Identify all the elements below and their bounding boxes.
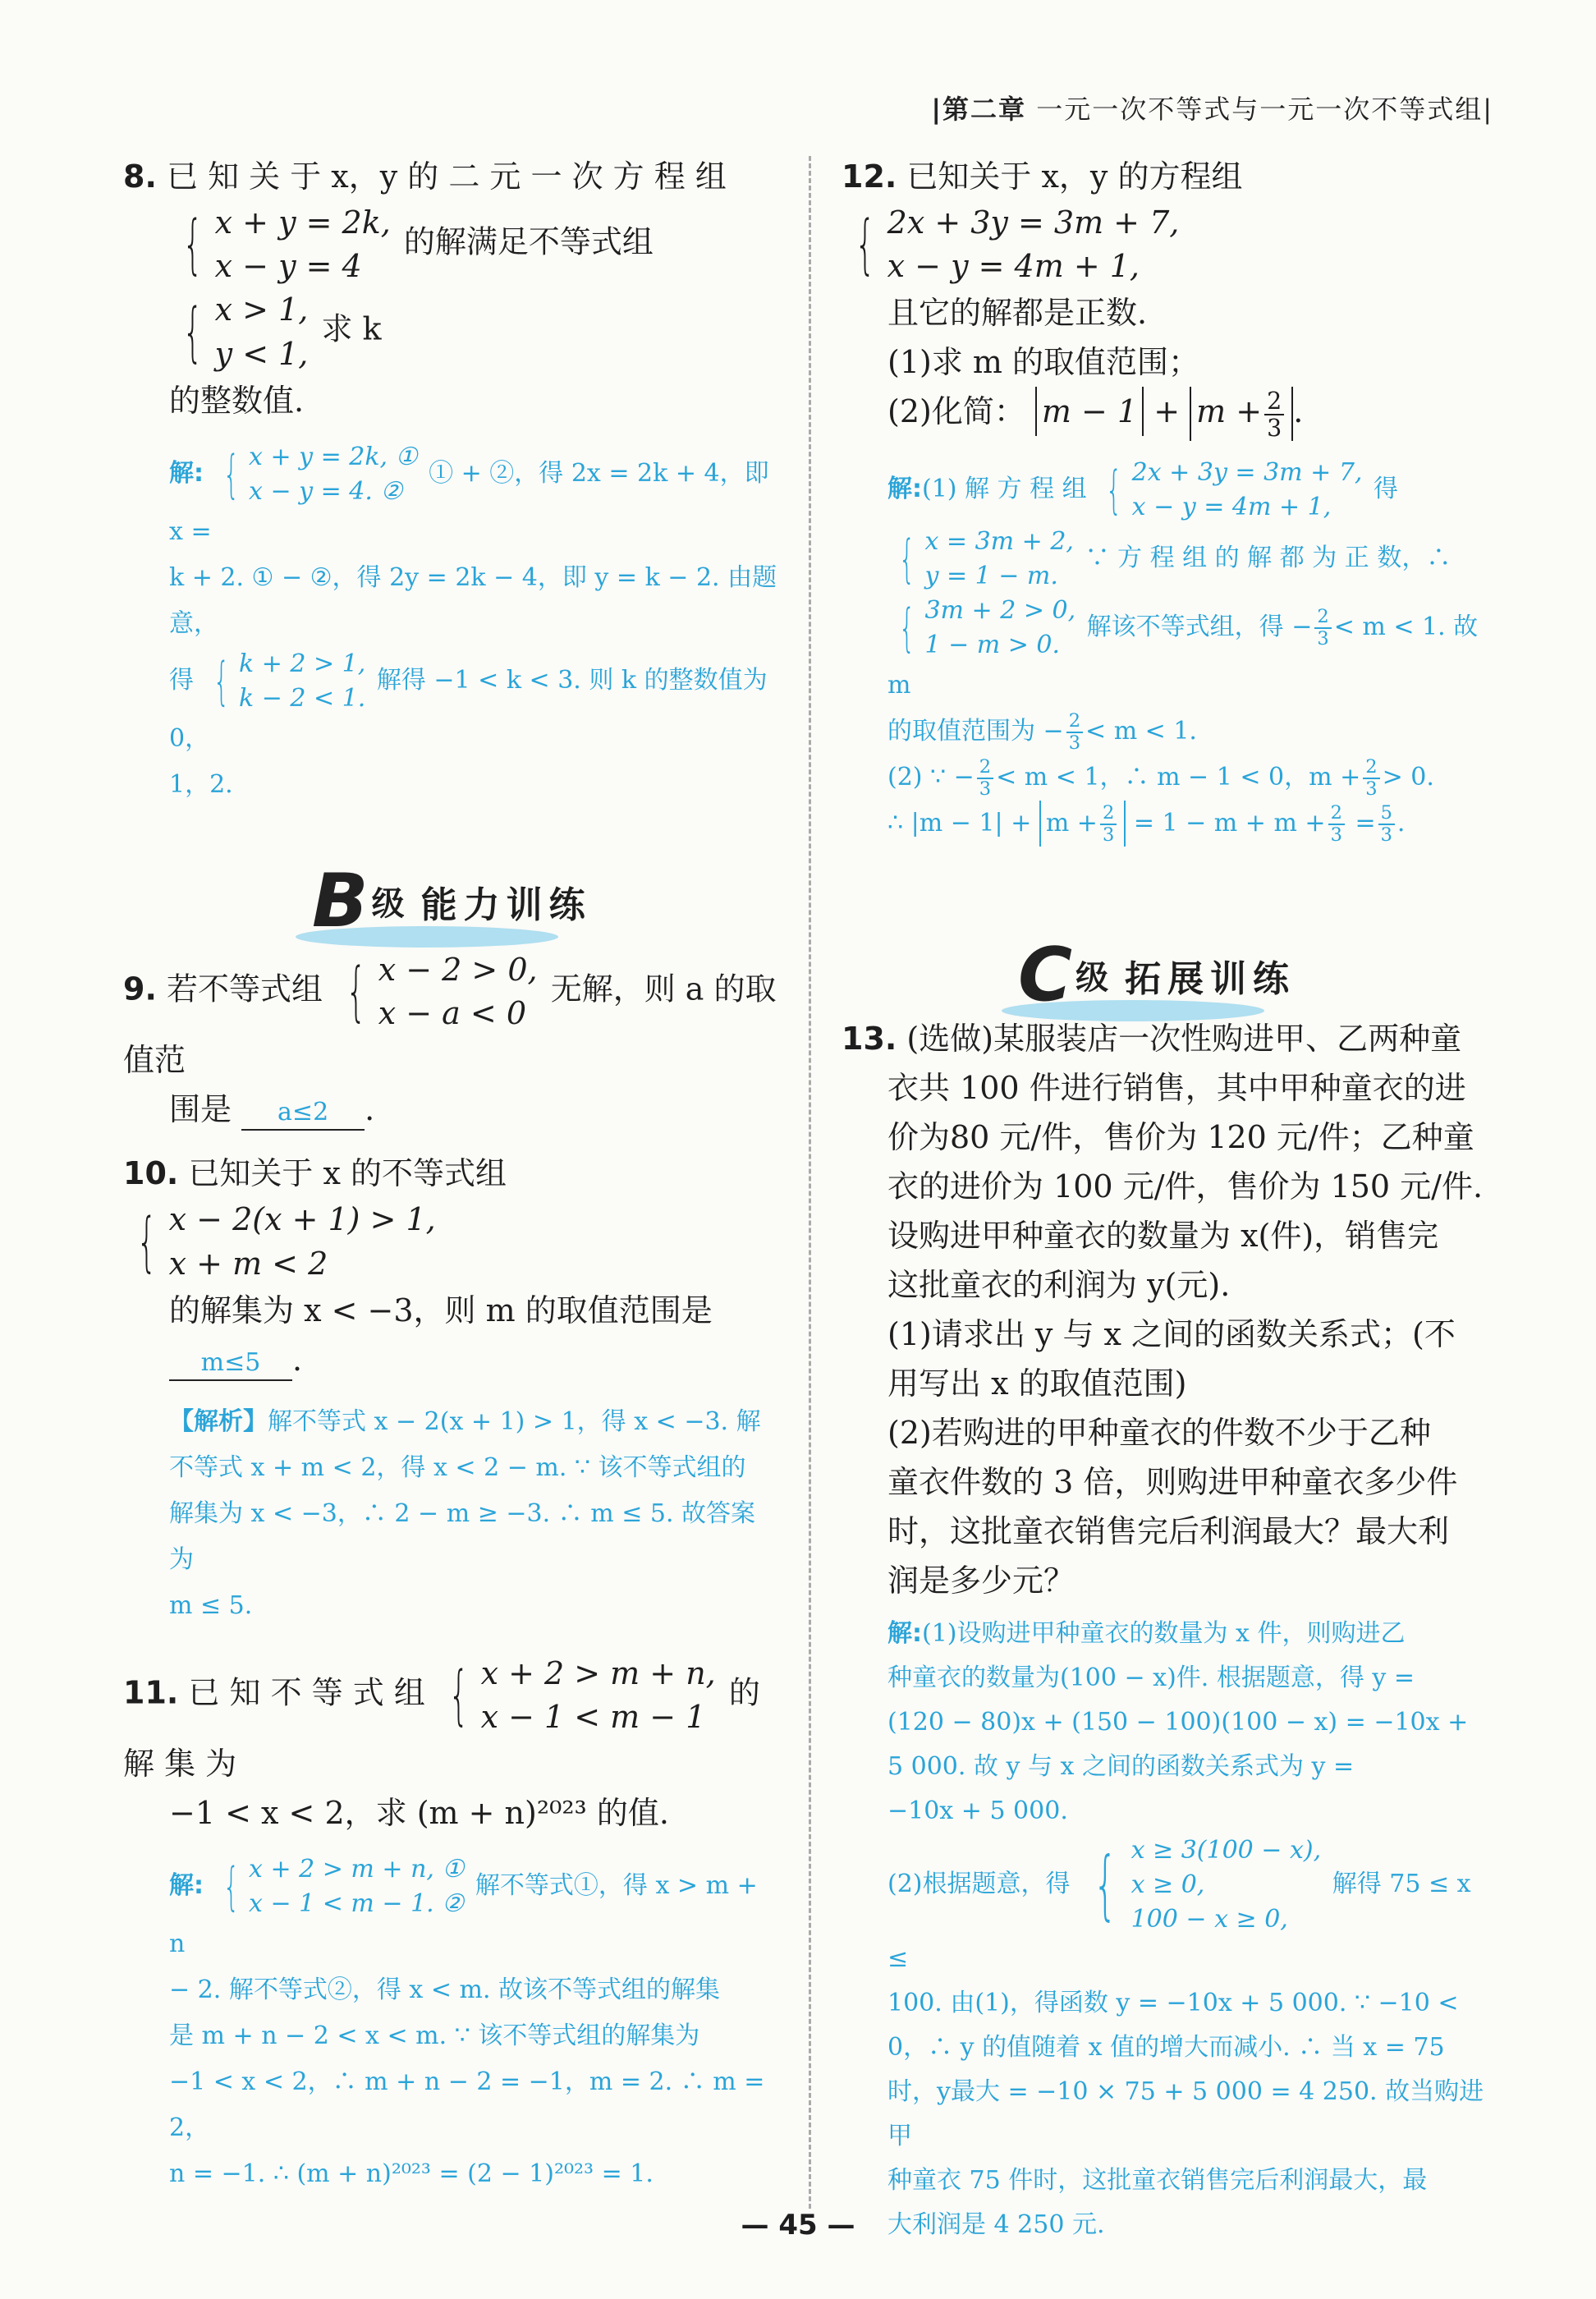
problem-text: 的整数值. (169, 382, 305, 419)
equation-system: { x + y = 2k, x − y = 4 (182, 204, 391, 285)
column-divider (809, 156, 811, 2209)
problem-13: 13. (选做)某服装店一次性购进甲、乙两种童 衣共 100 件进行销售，其中甲种童衣的进 价为80 元/件，售价为 120 元/件；乙种童 衣的进价为 100 元/件，售价为 150 元/件. 设购进甲种童衣的数量为 x(件)，销售完 这批童衣的利润为 y(元). (1)请求出 y 与 x 之间的函数关系式；(不 用写出 x 的取值范围) (2)若购进的甲种童衣的件数不少于乙种 童衣件数的 3 倍，则购进甲种童衣多少件 时，这批童衣销售完后利润最大？最大利 润是多少元？ (842, 1021, 1484, 1599)
inequality-system: { x > 1, y < 1, (182, 291, 309, 372)
answer-blank: a≤2 (241, 1096, 365, 1131)
problem-text: 已 知 关 于 x，y 的 二 元 一 次 方 程 组 (166, 158, 727, 195)
solution-10: 【解析】解不等式 x − 2(x + 1) > 1，得 x < −3. 解 不等式 x + m < 2，得 x < 2 − m. ∵ 该不等式组的 解集为 x < −3，∴ 2 − m ≥ −3. ∴ m ≤ 5. 故答案为 m ≤ 5. (169, 1406, 761, 1620)
solution-8: 解: { x + y = 2k, ① x − y = 4. ② ① + ②，得 2x = 2k + 4，即 x = k + 2. ① − ②，得 2y = 2k − 4，即 y = k − 2. 由题意， 得 { k + 2 > 1, k − 2 < 1. 解得 −1 < k < 3. 则 k 的整数值为 0， 1，2. (169, 442, 777, 799)
problem-text: 求 k (321, 311, 382, 348)
chapter-label: |第二章 (931, 94, 1027, 125)
right-column (842, 152, 1490, 2239)
solution-13: 解:(1)设购进甲种童衣的数量为 x 件，则购进乙 种童衣的数量为(100 − x)件. 根据题意，得 y = (120 − 80)x + (150 − 100)(100 − x) = −10x + 5 000. 故 y 与 x 之间的函数关系式为 y = −10x + 5 000. (2)根据题意，得 { x ≥ 3(100 − x), x ≥ 0, 100 − x ≥ 0, 解得 75 ≤ x ≤ 100. 由(1)，得函数 y = −10x + 5 000. ∵ −10 < 0，∴ y 的值随着 x 值的增大而减小. ∴ 当 x = 75 时，y最大 = −10 × 75 + 5 000 = 4 250. 故当购进甲 种童衣 75 件时，这批童衣销售完后利润最大，最 大利润是 4 250 元. (887, 1619, 1484, 2239)
problem-number: 8. (123, 158, 157, 195)
problem-10: 10. 已知关于 x 的不等式组 { x − 2(x + 1) > 1, x + m < 2 的解集为 x < −3，则 m 的取值范围是 m≤5 . (123, 1149, 780, 1384)
problem-text: 的解满足不等式组 (403, 223, 654, 260)
problem-9: 9. 若不等式组 { x − 2 > 0, x − a < 0 无解，则 a 的取值范 围是 a≤2 . (123, 948, 780, 1134)
answer-blank: m≤5 (169, 1347, 292, 1381)
solution-11: 解: { x + 2 > m + n, ① x − 1 < m − 1. ② 解不等式①，得 x > m + n − 2. 解不等式②，得 x < m. 故该不等式组的解集 是 m + n − 2 < x < m. ∵ 该不等式组的解集为 −1 < x < 2，∴ m + n − 2 = −1，m = 2. ∴ m = 2， n = −1. ∴ (m + n)²⁰²³ = (2 − 1)²⁰²³ = 1. (169, 1855, 765, 2189)
page-number: — 45 — (741, 2209, 855, 2242)
level-c-heading: C 级 拓展训练 (1018, 932, 1296, 1018)
problem-12: 12. 已知关于 x，y 的方程组 { 2x + 3y = 3m + 7, x − y = 4m + 1, 且它的解都是正数. (1)求 m 的取值范围； (2)化简： m − 1 + m + $\frac{2}{3}$ . (842, 158, 1304, 442)
left-column (123, 152, 780, 2189)
problem-8 (123, 152, 780, 425)
solution-12: 解:(1) 解 方 程 组 { 2x + 3y = 3m + 7, x − y = 4m + 1, 得 { x = 3m + 2, y = 1 − m. ∵ 方 程 组 的 解 都 为 正 数，∴ { 3m + 2 > 0, 1 − m > 0. 解该不等式组，得 − $\frac{2}{3}$ < m < 1. 故 m 的取值范围为 − $\frac{2}{3}$ < m < 1. (2) ∵ − $\frac{2}{3}$ < m < 1，∴ m − 1 < 0，m + $\frac{2}{3}$ > 0. ∴ |m − 1| + m + $\frac{2}{3}$ = 1 − m + m + $\frac{2}{3}$ = $\frac{5}{3}$ . (887, 458, 1479, 847)
level-b-heading: B 级 能力训练 (312, 858, 592, 944)
problem-11: 11. 已 知 不 等 式 组 { x + 2 > m + n, x − 1 < m − 1 的 解 集 为 −1 < x < 2，求 (m + n)²⁰²³ 的值. (123, 1654, 760, 1832)
chapter-title: 一元一次不等式与一元一次不等式组| (1036, 94, 1493, 125)
page-header (931, 89, 1493, 126)
